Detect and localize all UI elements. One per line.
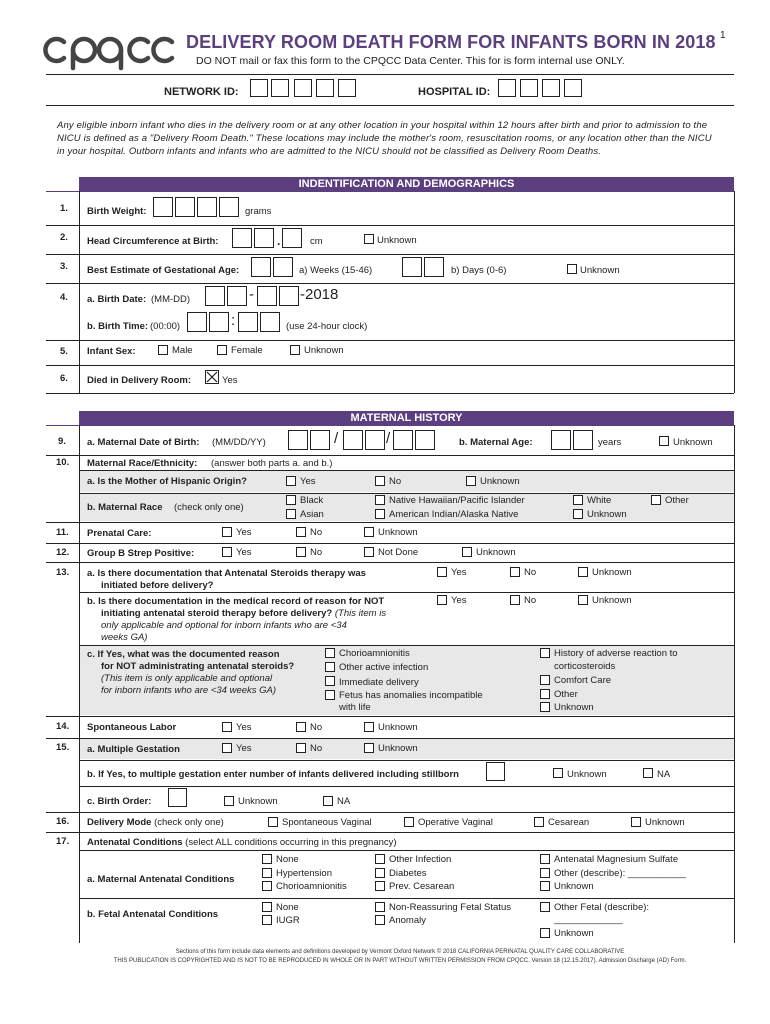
mdob-day-2[interactable]	[365, 430, 385, 450]
cm-unit: cm	[310, 236, 323, 247]
hospital-id-box-2[interactable]	[520, 79, 538, 97]
network-id-label: NETWORK ID:	[164, 86, 239, 98]
gestational-age-label: Best Estimate of Gestational Age:	[87, 265, 240, 276]
network-id-box-3[interactable]	[294, 79, 312, 97]
gbs-yes-checkbox[interactable]	[222, 547, 232, 557]
hispanic-yes-checkbox[interactable]	[286, 476, 296, 486]
birth-minute-2[interactable]	[260, 312, 280, 332]
mat-none-checkbox[interactable]	[262, 854, 272, 864]
mdob-month-1[interactable]	[288, 430, 308, 450]
mdob-year-2[interactable]	[415, 430, 435, 450]
race-other-checkbox[interactable]	[651, 495, 661, 505]
q12-number: 12.	[56, 547, 70, 558]
birth-month-2[interactable]	[227, 286, 247, 306]
delivery-unknown-checkbox[interactable]	[631, 817, 641, 827]
maternal-dob-label: a. Maternal Date of Birth:	[87, 437, 200, 448]
hospital-id-box-3[interactable]	[542, 79, 560, 97]
hc-digit-2[interactable]	[254, 228, 274, 248]
birth-month-1[interactable]	[205, 286, 225, 306]
fetal-iugr-checkbox[interactable]	[262, 915, 272, 925]
birth-day-1[interactable]	[257, 286, 277, 306]
reason-unknown-checkbox[interactable]	[578, 595, 588, 605]
race-asian-checkbox[interactable]	[286, 509, 296, 519]
q9-number: 9.	[58, 436, 66, 447]
reason-immediate-checkbox[interactable]	[325, 676, 335, 686]
mat-magnesium-checkbox[interactable]	[540, 854, 550, 864]
antenatal-conditions-label: Antenatal Conditions	[87, 837, 183, 848]
spontaneous-labor-label: Spontaneous Labor	[87, 722, 177, 733]
mdob-month-2[interactable]	[310, 430, 330, 450]
birth-day-2[interactable]	[279, 286, 299, 306]
svg-text:CPQCC: CPQCC	[40, 28, 44, 29]
ga-days-2[interactable]	[424, 257, 444, 277]
race-black-checkbox[interactable]	[286, 495, 296, 505]
reason-comfort-checkbox[interactable]	[540, 675, 550, 685]
reason-no-checkbox[interactable]	[510, 595, 520, 605]
hospital-id-box-1[interactable]	[498, 79, 516, 97]
hc-unknown-checkbox[interactable]	[364, 234, 374, 244]
fetal-conditions-label: b. Fetal Antenatal Conditions	[87, 909, 219, 920]
q16-number: 16.	[56, 816, 70, 827]
section-maternal-header: MATERNAL HISTORY	[79, 411, 734, 425]
fetal-other-describe-field[interactable]: _____________	[554, 914, 623, 925]
fetal-anomaly-checkbox[interactable]	[375, 915, 385, 925]
ga-weeks-2[interactable]	[273, 257, 293, 277]
birth-weight-digit-4[interactable]	[219, 197, 239, 217]
infants-unknown-checkbox[interactable]	[553, 768, 563, 778]
race-unknown-checkbox[interactable]	[573, 509, 583, 519]
hc-decimal[interactable]	[282, 228, 302, 248]
hispanic-origin-label: a. Is the Mother of Hispanic Origin?	[87, 476, 247, 487]
reason-adverse-checkbox[interactable]	[540, 648, 550, 658]
gbs-unknown-checkbox[interactable]	[462, 547, 472, 557]
ga-unknown-checkbox[interactable]	[567, 264, 577, 274]
mage-1[interactable]	[551, 430, 571, 450]
checked-x-icon	[206, 371, 218, 383]
q6-number: 6.	[60, 373, 68, 384]
mat-unknown-checkbox[interactable]	[540, 881, 550, 891]
id-row	[46, 74, 734, 106]
form-title: DELIVERY ROOM DEATH FORM FOR INFANTS BORN IN 2018	[186, 32, 716, 52]
gbs-no-checkbox[interactable]	[296, 547, 306, 557]
network-id-box-5[interactable]	[338, 79, 356, 97]
network-id-box-4[interactable]	[316, 79, 334, 97]
mat-other-infection-checkbox[interactable]	[375, 854, 385, 864]
sex-male-checkbox[interactable]	[158, 345, 168, 355]
page-number: 1	[720, 30, 726, 41]
q3-number: 3.	[60, 261, 68, 272]
died-in-dr-yes-checkbox[interactable]	[205, 370, 219, 384]
birth-order-label: c. Birth Order:	[87, 796, 152, 807]
delivery-ov-checkbox[interactable]	[404, 817, 414, 827]
fetal-nrfs-checkbox[interactable]	[375, 902, 385, 912]
hc-digit-1[interactable]	[232, 228, 252, 248]
multiple-gestation-label: a. Multiple Gestation	[87, 744, 180, 755]
q15-number: 15.	[56, 742, 70, 753]
mat-chorio-checkbox[interactable]	[262, 881, 272, 891]
died-in-dr-label: Died in Delivery Room:	[87, 375, 191, 386]
reason-other-checkbox[interactable]	[540, 689, 550, 699]
mage-2[interactable]	[573, 430, 593, 450]
reason-yes-checkbox[interactable]	[437, 595, 447, 605]
race-nhpi-checkbox[interactable]	[375, 495, 385, 505]
delivery-mode-label: Delivery Mode	[87, 817, 152, 828]
steroids-no-checkbox[interactable]	[510, 567, 520, 577]
sex-female-checkbox[interactable]	[217, 345, 227, 355]
mdob-year-1[interactable]	[393, 430, 413, 450]
mat-hypertension-checkbox[interactable]	[262, 868, 272, 878]
steroids-yes-checkbox[interactable]	[437, 567, 447, 577]
multiple-no-checkbox[interactable]	[296, 743, 306, 753]
cpqcc-logo	[40, 28, 176, 72]
mat-other-checkbox[interactable]	[540, 868, 550, 878]
delivery-cesarean-checkbox[interactable]	[534, 817, 544, 827]
birth-time-label: b. Birth Time:	[87, 321, 149, 332]
reason-infection-checkbox[interactable]	[325, 662, 335, 672]
ga-weeks-1[interactable]	[251, 257, 271, 277]
fetal-other-checkbox[interactable]	[540, 902, 550, 912]
birth-date-label: a. Birth Date:	[87, 294, 147, 305]
maternal-age-label: b. Maternal Age:	[459, 437, 533, 448]
head-circumference-label: Head Circumference at Birth:	[87, 236, 219, 247]
prenatal-no-checkbox[interactable]	[296, 527, 306, 537]
race-white-checkbox[interactable]	[573, 495, 583, 505]
form-subtitle: DO NOT mail or fax this form to the CPQCC Data Center. This for is form internal use ONLY.	[196, 55, 625, 67]
prenatal-care-label: Prenatal Care:	[87, 528, 152, 539]
birth-hour-2[interactable]	[209, 312, 229, 332]
network-id-box-2[interactable]	[271, 79, 289, 97]
q17-number: 17.	[56, 836, 70, 847]
prenatal-unknown-checkbox[interactable]	[364, 527, 374, 537]
q4-number: 4.	[60, 292, 68, 303]
infants-na-checkbox[interactable]	[643, 768, 653, 778]
birth-minute-1[interactable]	[238, 312, 258, 332]
reason-chorio-checkbox[interactable]	[325, 648, 335, 658]
hospital-id-box-4[interactable]	[564, 79, 582, 97]
mdob-day-1[interactable]	[343, 430, 363, 450]
multiple-yes-checkbox[interactable]	[222, 743, 232, 753]
q2-number: 2.	[60, 232, 68, 243]
reason-unknown-checkbox[interactable]	[540, 702, 550, 712]
birth-weight-label: Birth Weight:	[87, 206, 147, 217]
fetal-none-checkbox[interactable]	[262, 902, 272, 912]
q14-number: 14.	[56, 721, 70, 732]
mage-unknown-checkbox[interactable]	[659, 436, 669, 446]
race-aian-checkbox[interactable]	[375, 509, 385, 519]
delivery-sv-checkbox[interactable]	[268, 817, 278, 827]
mat-other-describe-field[interactable]: ___________	[627, 868, 687, 879]
maternal-conditions-label: a. Maternal Antenatal Conditions	[87, 874, 235, 885]
infants-delivered-label: b. If Yes, to multiple gestation enter number of infants delivered including stillborn	[87, 769, 459, 780]
hospital-id-label: HOSPITAL ID:	[418, 86, 491, 98]
birth-weight-digit-1[interactable]	[153, 197, 173, 217]
birth-weight-digit-2[interactable]	[175, 197, 195, 217]
fetal-unknown-checkbox[interactable]	[540, 928, 550, 938]
gbs-notdone-checkbox[interactable]	[364, 547, 374, 557]
q13-number: 13.	[56, 567, 70, 578]
section-identification-header: INDENTIFICATION AND DEMOGRAPHICS	[79, 177, 734, 191]
q10-number: 10.	[56, 457, 70, 468]
mat-diabetes-checkbox[interactable]	[375, 868, 385, 878]
infants-delivered-box[interactable]	[486, 762, 505, 781]
intro-paragraph: Any eligible inborn infant who dies in the delivery room or at any other location in your hospital within 12 hours after birth and prior to admission to the NICU is defined as a "Delivery Room Death." These locations may include the mother's room, resuscitation rooms, or any location other than the NICU in your hospital. Outborn infants and infants who are admitted to the NICU should not be classified as Delivery Room Deaths.	[57, 120, 712, 157]
gbs-label: Group B Strep Positive:	[87, 548, 195, 559]
q1-number: 1.	[60, 203, 68, 214]
birth-order-na-checkbox[interactable]	[323, 796, 333, 806]
birth-weight-digit-3[interactable]	[197, 197, 217, 217]
hispanic-unknown-checkbox[interactable]	[466, 476, 476, 486]
multiple-unknown-checkbox[interactable]	[364, 743, 374, 753]
steroids-unknown-checkbox[interactable]	[578, 567, 588, 577]
birth-year: -2018	[300, 286, 339, 303]
labor-yes-checkbox[interactable]	[222, 722, 232, 732]
hispanic-no-checkbox[interactable]	[375, 476, 385, 486]
q11-number: 11.	[56, 527, 69, 538]
birth-order-box[interactable]	[168, 788, 187, 807]
labor-no-checkbox[interactable]	[296, 722, 306, 732]
prenatal-yes-checkbox[interactable]	[222, 527, 232, 537]
q5-number: 5.	[60, 346, 68, 357]
ga-days-1[interactable]	[402, 257, 422, 277]
mat-prev-cesarean-checkbox[interactable]	[375, 881, 385, 891]
network-id-box-1[interactable]	[250, 79, 268, 97]
reason-anomalies-checkbox[interactable]	[325, 690, 335, 700]
maternal-race-label: b. Maternal Race	[87, 502, 163, 513]
race-ethnicity-label: Maternal Race/Ethnicity:	[87, 458, 198, 469]
birth-hour-1[interactable]	[187, 312, 207, 332]
grams-unit: grams	[245, 206, 272, 217]
infant-sex-label: Infant Sex:	[87, 346, 136, 357]
footer-copyright: Sections of this form include data elements and definitions developed by Vermont Oxford Network © 2018 CALIFORNIA PERINATAL QUALITY CARE COLLABORATIVE THIS PUBLICATION IS COPYRIGHTED AND IS NOT TO BE REPRODUCED IN WHOLE OR IN PART WITHOUT WRITTEN PERMISSION FROM CPQCC. Version 18 (12.15.2017). Admission Discharge (AD) Form.	[113, 949, 687, 964]
labor-unknown-checkbox[interactable]	[364, 722, 374, 732]
birth-order-unknown-checkbox[interactable]	[224, 796, 234, 806]
sex-unknown-checkbox[interactable]	[290, 345, 300, 355]
